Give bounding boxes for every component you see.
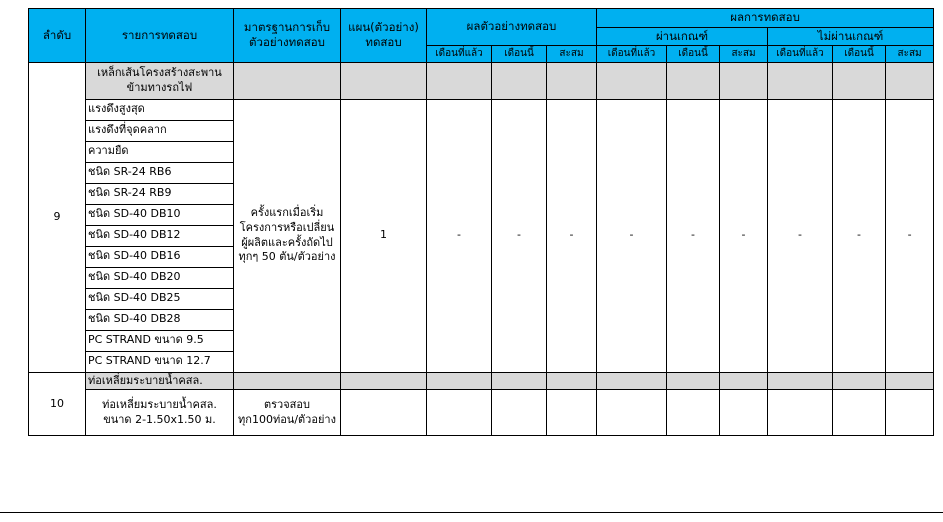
- header-standard-line2: ตัวอย่างทดสอบ: [249, 35, 325, 50]
- header-fail: ไม่ผ่านเกณฑ์: [768, 27, 934, 46]
- row-10-fail-prev: [768, 390, 833, 436]
- row-10-plan: [341, 390, 427, 436]
- header-seq: ลำดับ: [29, 9, 86, 63]
- row-10-fail-accum: [886, 390, 934, 436]
- row-9-pass-accum: -: [720, 99, 768, 372]
- row-10-plan-blank: [341, 372, 427, 390]
- row-9-item-10: ชนิด SD-40 DB25: [86, 288, 234, 309]
- row-9-title: [86, 62, 234, 99]
- row-9-standard-blank: [234, 62, 341, 99]
- header-standard-line1: มาตรฐานการเก็บ: [243, 20, 331, 35]
- row-9-fail-prev: -: [768, 99, 833, 372]
- row-9-sample-this: -: [492, 99, 547, 372]
- header-sample-accum: สะสม: [547, 46, 597, 63]
- header-fail-accum: สะสม: [886, 46, 934, 63]
- row-10-v5-blank: [667, 372, 720, 390]
- table-row: [29, 372, 934, 390]
- row-9-v9-blank: [886, 62, 934, 99]
- row-9-v8-blank: [833, 62, 886, 99]
- row-9-v5-blank: [667, 62, 720, 99]
- row-10-v3-blank: [547, 372, 597, 390]
- row-9-item-4: ชนิด SR-24 RB6: [86, 162, 234, 183]
- row-9-pass-prev: -: [597, 99, 667, 372]
- header-fail-prev-month: เดือนที่แล้ว: [768, 46, 833, 63]
- row-9-standard: [234, 99, 341, 372]
- row-9-title-line1: เหล็กเส้นโครงสร้างสะพาน: [97, 65, 222, 79]
- row-10-pass-accum: [720, 390, 768, 436]
- table-row: [29, 99, 934, 120]
- row-9-sample-prev: -: [427, 99, 492, 372]
- row-9-sample-accum: -: [547, 99, 597, 372]
- row-9-v7-blank: [768, 62, 833, 99]
- row-10-standard: ตรวจสอบทุก100ท่อน/ตัวอย่าง: [234, 390, 341, 436]
- header-pass: ผ่านเกณฑ์: [597, 27, 768, 46]
- row-9-v1-blank: [427, 62, 492, 99]
- row-10-fail-this: [833, 390, 886, 436]
- header-row-1: [29, 9, 934, 28]
- header-plan: [341, 9, 427, 63]
- header-standard: [234, 9, 341, 63]
- row-10-item: [86, 390, 234, 436]
- header-sample-result: ผลตัวอย่างทดสอบ: [427, 9, 597, 46]
- table-header: [29, 9, 934, 63]
- page-bottom-divider: [0, 512, 943, 513]
- row-9-item-7: ชนิด SD-40 DB12: [86, 225, 234, 246]
- row-10-v8-blank: [833, 372, 886, 390]
- header-sample-prev-month: เดือนที่แล้ว: [427, 46, 492, 63]
- row-9-v3-blank: [547, 62, 597, 99]
- header-pass-this-month: เดือนนี้: [667, 46, 720, 63]
- row-9-fail-this: -: [833, 99, 886, 372]
- row-9-plan: 1: [341, 99, 427, 372]
- row-10-item-line1: ท่อเหลี่ยมระบายน้ำคสล.: [102, 398, 217, 412]
- row-9-item-5: ชนิด SR-24 RB9: [86, 183, 234, 204]
- row-9-standard-line2: โครงการหรือเปลี่ยน: [239, 220, 335, 234]
- row-9-plan-blank: [341, 62, 427, 99]
- table-body: [29, 62, 934, 436]
- row-10-pass-this: [667, 390, 720, 436]
- row-9-item-13: PC STRAND ขนาด 12.7: [86, 351, 234, 372]
- row-9-fail-accum: -: [886, 99, 934, 372]
- row-9-title-line2: ข้ามทางรถไฟ: [126, 80, 193, 94]
- row-9-item-2: แรงดึงที่จุดคลาก: [86, 120, 234, 141]
- document-page: [0, 8, 943, 522]
- row-9-item-3: ความยืด: [86, 141, 234, 162]
- header-item: รายการทดสอบ: [86, 9, 234, 63]
- row-9-v4-blank: [597, 62, 667, 99]
- header-pass-accum: สะสม: [720, 46, 768, 63]
- row-9-standard-line3: ผู้ผลิตและครั้งถัดไป: [241, 235, 333, 249]
- row-10-seq: 10: [29, 372, 86, 436]
- row-9-item-6: ชนิด SD-40 DB10: [86, 204, 234, 225]
- header-plan-line2: ทดสอบ: [365, 35, 402, 50]
- row-9-standard-line4: ทุกๆ 50 ตัน/ตัวอย่าง: [238, 250, 336, 264]
- table-row: [29, 62, 934, 99]
- row-10-standard-blank: [234, 372, 341, 390]
- row-10-pass-prev: [597, 390, 667, 436]
- row-10-v4-blank: [597, 372, 667, 390]
- row-9-item-11: ชนิด SD-40 DB28: [86, 309, 234, 330]
- row-10-sample-this: [492, 390, 547, 436]
- header-test-result: ผลการทดสอบ: [597, 9, 934, 28]
- row-9-v6-blank: [720, 62, 768, 99]
- header-plan-line1: แผน(ตัวอย่าง): [348, 20, 419, 35]
- row-9-item-9: ชนิด SD-40 DB20: [86, 267, 234, 288]
- row-10-item-line2: ขนาด 2-1.50x1.50 ม.: [103, 412, 216, 426]
- header-pass-prev-month: เดือนที่แล้ว: [597, 46, 667, 63]
- header-fail-this-month: เดือนนี้: [833, 46, 886, 63]
- row-10-sample-prev: [427, 390, 492, 436]
- row-9-item-8: ชนิด SD-40 DB16: [86, 246, 234, 267]
- row-10-title: ท่อเหลี่ยมระบายน้ำคสล.: [86, 372, 234, 390]
- row-10-sample-accum: [547, 390, 597, 436]
- row-9-v2-blank: [492, 62, 547, 99]
- row-10-v9-blank: [886, 372, 934, 390]
- row-9-item-12: PC STRAND ขนาด 9.5: [86, 330, 234, 351]
- row-10-v1-blank: [427, 372, 492, 390]
- test-summary-table: [28, 8, 934, 436]
- row-9-item-1: แรงดึงสูงสุด: [86, 99, 234, 120]
- row-9-seq: 9: [29, 62, 86, 372]
- header-sample-this-month: เดือนนี้: [492, 46, 547, 63]
- row-10-v7-blank: [768, 372, 833, 390]
- row-10-v6-blank: [720, 372, 768, 390]
- row-9-pass-this: -: [667, 99, 720, 372]
- table-row: [29, 390, 934, 436]
- row-9-standard-line1: ครั้งแรกเมื่อเริ่ม: [250, 205, 324, 219]
- row-10-v2-blank: [492, 372, 547, 390]
